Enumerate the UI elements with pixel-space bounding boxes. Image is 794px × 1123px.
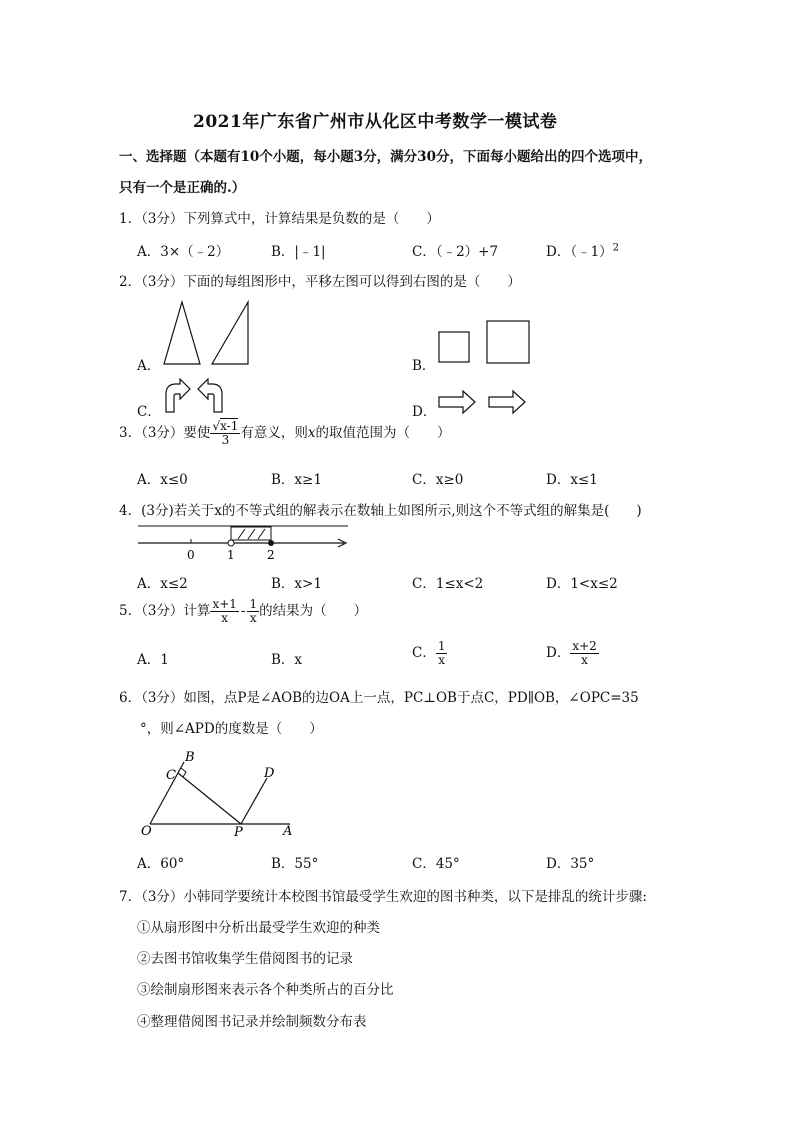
question-7-stem: 7．（3分）小韩同学要统计本校图书馆最受学生欢迎的图书种类，以下是排乱的统计步骤: [119, 889, 647, 905]
q5-minus-sign: - [240, 603, 246, 620]
q2-a-right-triangle [212, 302, 248, 364]
q2-c-right-turn-arrow [166, 379, 190, 412]
q5-prefix: 5．（3分）计算 [119, 603, 211, 620]
question-1-stem: 1．（3分）下列算式中，计算结果是负数的是（ ） [119, 211, 440, 227]
q4-hatch-2 [248, 529, 255, 539]
page-title: 2021年广东省广州市从化区中考数学一模试卷 [193, 112, 558, 132]
q3-sqrt-fraction [210, 420, 240, 447]
q6-geometry-figure [136, 748, 306, 838]
q1-option-b: B．|﹣1| [271, 244, 326, 260]
q3-option-d: D．x≤1 [546, 472, 598, 488]
q5-fraction-1-numerator: x+1 [212, 597, 237, 611]
q4-option-a: A．x≤2 [137, 576, 188, 592]
q6-label-b: B [185, 750, 195, 765]
q4-option-d: D．1<x≤2 [546, 576, 618, 592]
q3-variable: x [307, 425, 316, 442]
q7-step-2: ②去图书馆收集学生借阅图书的记录 [137, 951, 353, 967]
q5-option-c-numerator: 1 [437, 639, 446, 653]
section-heading-line2: 只有一个是正确的.） [119, 180, 246, 196]
q6-label-a: A [283, 824, 293, 838]
q5-fraction-2-numerator: 1 [249, 597, 258, 611]
q4-number-line [136, 518, 352, 564]
q2-b-small-square [439, 332, 469, 362]
q5-option-a: A．1 [137, 652, 169, 668]
q4-tick-label-1: 1 [227, 548, 235, 562]
question-5-stem [119, 598, 367, 625]
q4-tick-label-0: 0 [187, 548, 195, 562]
q7-step-4: ④整理借阅图书记录并绘制频数分布表 [137, 1014, 367, 1030]
q5-option-d [546, 640, 599, 667]
q6-option-d: D．35° [546, 856, 595, 872]
section-heading-line1: 一、选择题（本题有10个小题，每小题3分，满分30分，下面每小题给出的四个选项中， [119, 149, 652, 165]
question-3-stem [119, 420, 450, 447]
q5-option-c-label: C． [412, 645, 436, 662]
q1-option-d [546, 240, 619, 260]
question-6-stem-line1: 6．（3分）如图，点P是∠AOB的边OA上一点，PC⊥OB于点C，PD∥OB，∠OPC=35 [119, 690, 639, 706]
question-4-stem: 4．(3分)若关于x的不等式组的解表示在数轴上如图所示,则这个不等式组的解集是( ) [119, 503, 642, 519]
q4-option-c: C．1≤x<2 [412, 576, 484, 592]
q2-d-left-arrow [439, 391, 475, 413]
q3-prefix: 3．（3分）要使 [119, 425, 211, 442]
q5-option-d-label: D． [546, 645, 571, 662]
q4-hatch-3 [258, 529, 265, 539]
q2-figure-b-squares [435, 318, 535, 368]
q5-option-c [412, 640, 447, 667]
q2-d-right-arrow [489, 391, 525, 413]
q7-step-1: ①从扇形图中分析出最受学生欢迎的种类 [137, 920, 380, 936]
q2-option-d-label: D． [412, 404, 437, 420]
q5-option-d-denominator: x [581, 653, 588, 668]
q4-option-b: B．x>1 [271, 576, 322, 592]
q7-step-3: ③绘制扇形图来表示各个种类所占的百分比 [137, 982, 394, 998]
question-2-stem: 2．（3分）下面的每组图形中，平移左图可以得到右图的是（ ） [119, 274, 521, 290]
q4-hatch-1 [238, 529, 245, 539]
q6-label-p: P [234, 825, 243, 838]
q6-segment-pc [178, 773, 241, 824]
q5-fraction-1-denominator: x [221, 611, 229, 626]
q3-radicand: x-1 [220, 419, 239, 433]
q3-option-c: C．x≥0 [412, 472, 464, 488]
q5-fraction-2-denominator: x [249, 611, 257, 626]
q2-figure-c-turn-arrows [160, 378, 240, 414]
q4-open-point-1 [228, 540, 234, 546]
q6-label-d: D [264, 766, 275, 781]
q6-label-o: O [141, 824, 152, 838]
q3-suffix: 有意义，则 [240, 425, 308, 442]
q5-suffix: 的结果为（ ） [259, 603, 368, 620]
q2-option-b-label: B． [412, 358, 436, 374]
q2-c-left-turn-arrow [198, 379, 222, 412]
q3-fraction-numerator: √x-1 [212, 419, 239, 433]
q2-a-left-triangle [164, 302, 200, 364]
q6-option-a: A．60° [137, 856, 185, 872]
q2-option-a-label: A． [137, 358, 161, 374]
q2-figure-d-block-arrows [435, 388, 535, 416]
q6-segment-pd [241, 778, 267, 824]
q5-option-c-fraction [436, 640, 448, 667]
q5-option-c-denominator: x [438, 653, 446, 668]
q2-option-c-label: C． [137, 404, 161, 420]
q3-option-b: B．x≥1 [271, 472, 322, 488]
q6-option-c: C．45° [412, 856, 460, 872]
q1-option-a: A．3×（﹣2） [137, 244, 230, 260]
q4-tick-label-2: 2 [267, 548, 275, 562]
q3-fraction-denominator: 3 [221, 433, 230, 448]
q5-option-d-fraction [570, 640, 598, 667]
q2-b-large-square [487, 321, 529, 363]
question-6-stem-line2: °，则∠APD的度数是（ ） [140, 721, 323, 737]
q6-option-b: B．55° [271, 856, 319, 872]
q2-figure-a-triangles [160, 298, 260, 368]
q5-fraction-2 [247, 598, 259, 625]
q5-fraction-1 [210, 598, 238, 625]
q3-option-a: A．x≤0 [137, 472, 188, 488]
q4-closed-point-2 [268, 540, 274, 546]
q5-option-d-numerator: x+2 [572, 639, 597, 653]
q1-option-c: C．（﹣2）+7 [412, 244, 499, 260]
q5-option-b: B．x [271, 652, 303, 668]
q1-option-d-exponent: 2 [612, 242, 620, 254]
q4-solution-bracket [231, 527, 271, 540]
q3-suffix2: 的取值范围为（ ） [315, 425, 451, 442]
q6-label-c: C [166, 768, 176, 783]
q1-option-d-base: D．（﹣1） [546, 244, 613, 260]
